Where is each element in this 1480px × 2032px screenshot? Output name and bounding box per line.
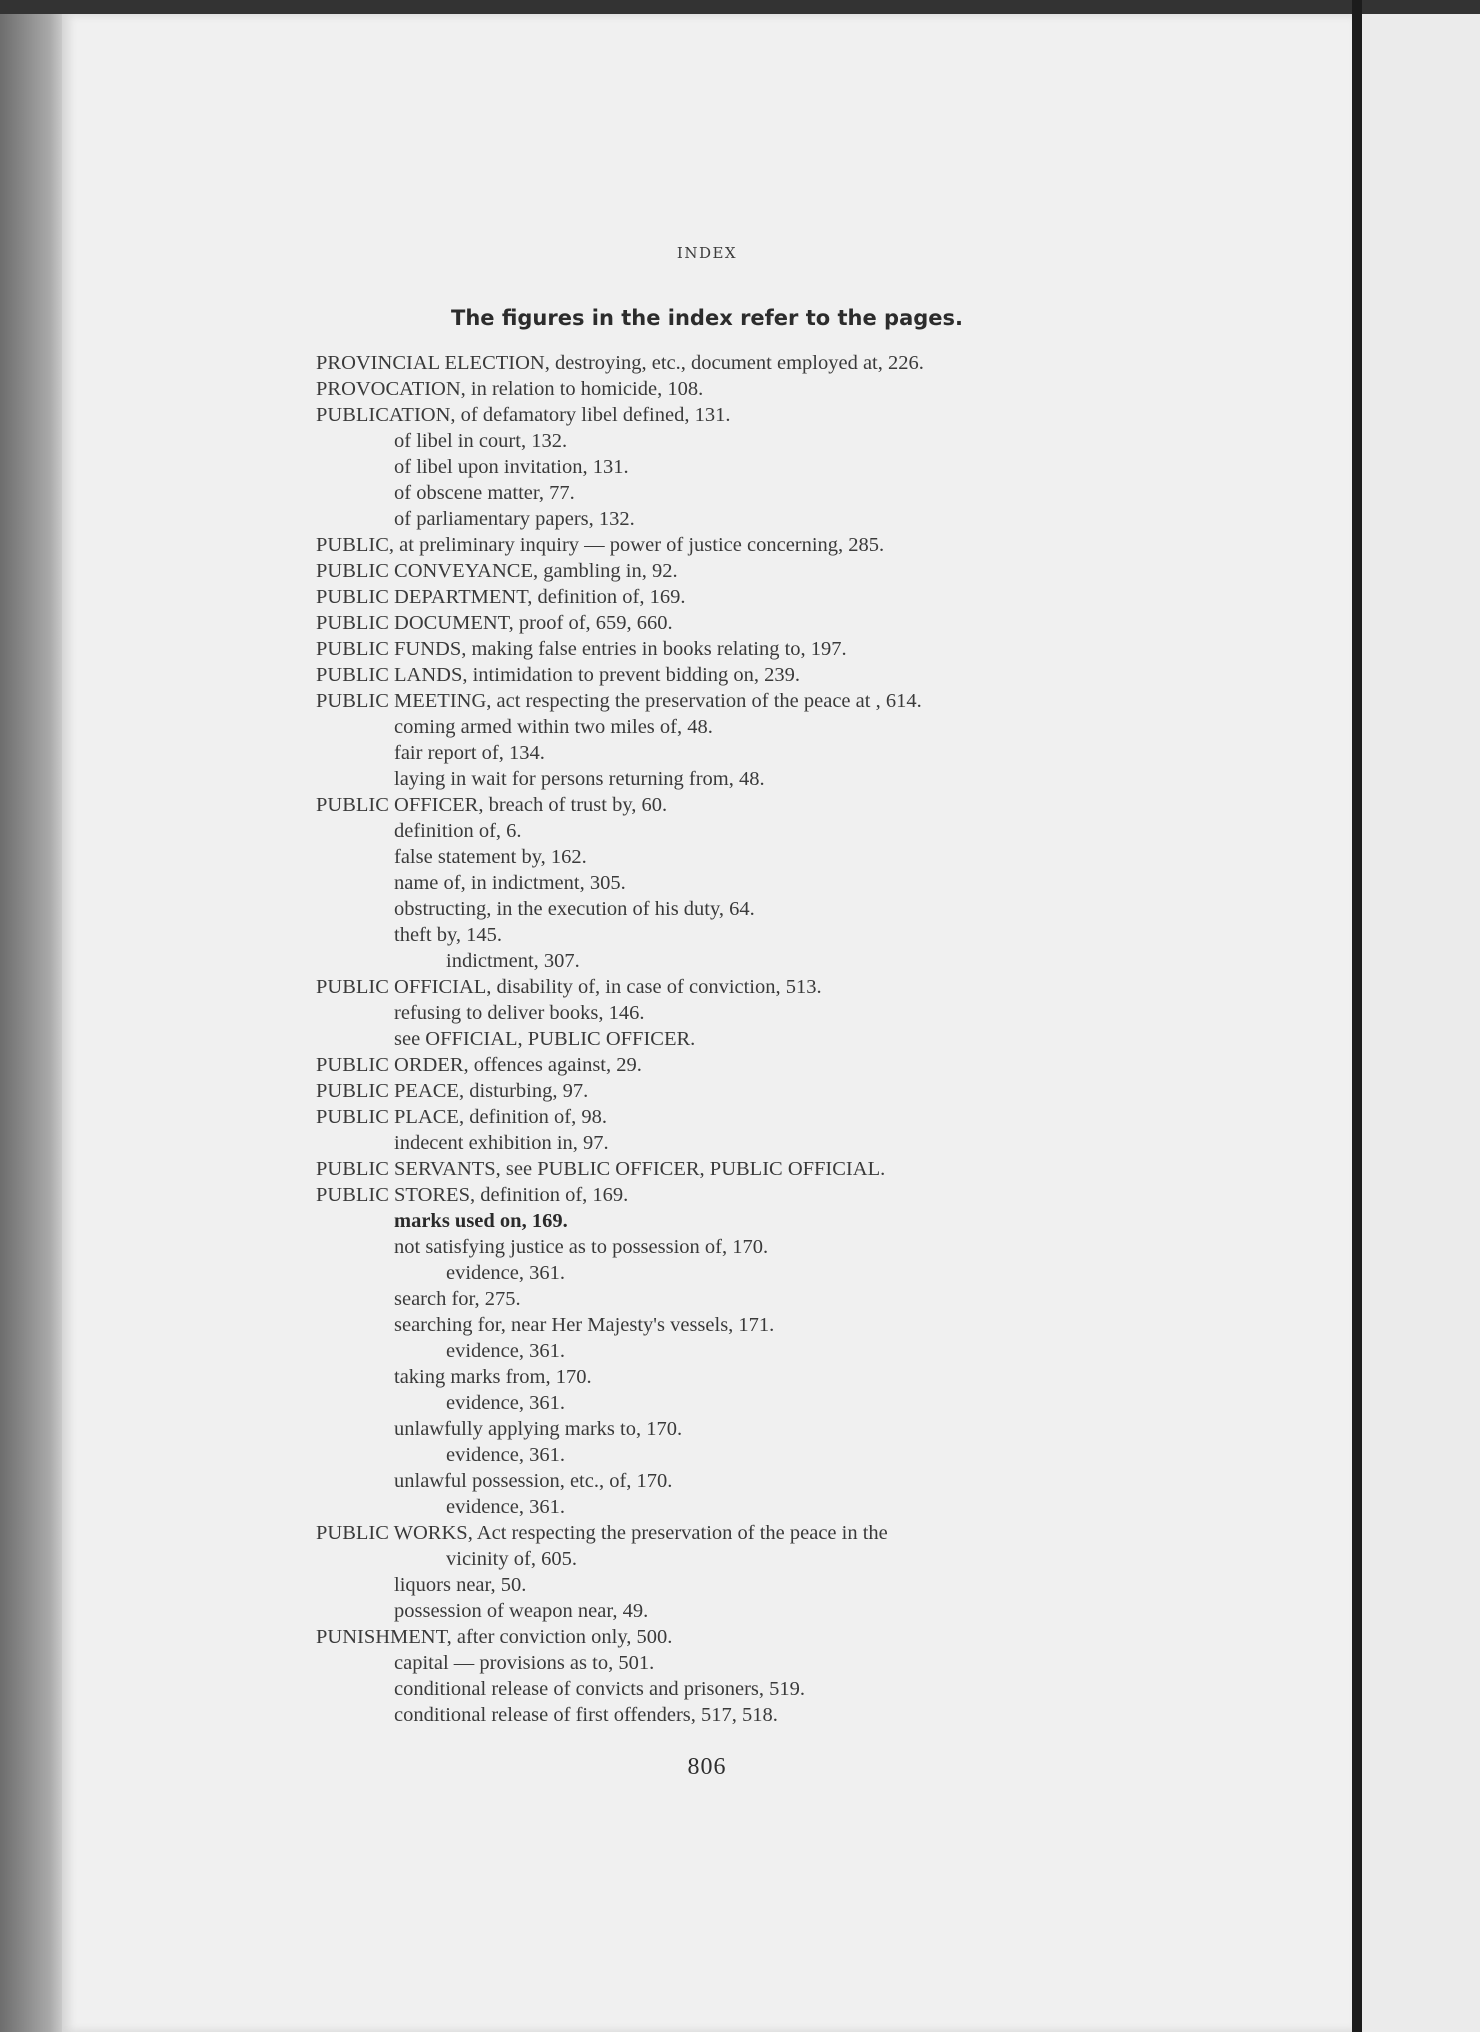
index-subentry: obstructing, in the execution of his duty, 64. [394, 898, 755, 920]
running-head: INDEX [676, 244, 738, 262]
index-heading-entry: PROVOCATION, in relation to homicide, 108. [316, 378, 704, 400]
index-subentry: search for, 275. [394, 1288, 521, 1310]
index-note: The figures in the index refer to the pages. [451, 306, 963, 330]
index-subentry: conditional release of first offenders, 517, 518. [394, 1704, 778, 1726]
index-subentry: of libel upon invitation, 131. [394, 456, 629, 478]
index-heading-entry: PUBLIC PLACE, definition of, 98. [316, 1106, 607, 1128]
index-subentry: of libel in court, 132. [394, 430, 568, 452]
index-heading-entry: PUBLIC STORES, definition of, 169. [316, 1184, 629, 1206]
index-subentry: name of, in indictment, 305. [394, 872, 626, 894]
index-subentry: of parliamentary papers, 132. [394, 508, 635, 530]
index-heading-entry: PUBLIC ORDER, offences against, 29. [316, 1054, 642, 1076]
index-subentry: fair report of, 134. [394, 742, 545, 764]
index-subentry: theft by, 145. [394, 924, 502, 946]
index-heading-entry: PUBLIC DEPARTMENT, definition of, 169. [316, 586, 686, 608]
index-heading-entry: PUBLIC OFFICER, breach of trust by, 60. [316, 794, 668, 816]
index-subentry: of obscene matter, 77. [394, 482, 575, 504]
facing-page-edge [1362, 14, 1480, 2032]
book-page [62, 14, 1352, 2032]
index-subentry: evidence, 361. [446, 1262, 565, 1284]
index-subentry: not satisfying justice as to possession of, 170. [394, 1236, 769, 1258]
index-heading-entry: PROVINCIAL ELECTION, destroying, etc., document employed at, 226. [316, 352, 924, 374]
index-subentry: possession of weapon near, 49. [394, 1600, 649, 1622]
index-subentry: evidence, 361. [446, 1340, 565, 1362]
index-subentry: indecent exhibition in, 97. [394, 1132, 609, 1154]
index-heading-entry: PUBLIC MEETING, act respecting the preservation of the peace at , 614. [316, 690, 922, 712]
index-subentry: capital — provisions as to, 501. [394, 1652, 655, 1674]
index-entries [316, 350, 1276, 1728]
index-heading-entry: PUBLIC WORKS, Act respecting the preservation of the peace in the [316, 1522, 888, 1544]
book-page-edges [0, 14, 62, 2032]
index-heading-entry: PUBLIC, at preliminary inquiry — power of justice concerning, 285. [316, 534, 885, 556]
book-gutter [1352, 0, 1362, 2032]
index-subentry: conditional release of convicts and prisoners, 519. [394, 1678, 806, 1700]
index-subentry: see OFFICIAL, PUBLIC OFFICER. [394, 1028, 696, 1050]
index-subentry: definition of, 6. [394, 820, 522, 842]
index-subentry: false statement by, 162. [394, 846, 587, 868]
index-heading-entry: PUBLIC LANDS, intimidation to prevent bidding on, 239. [316, 664, 801, 686]
index-subentry: coming armed within two miles of, 48. [394, 716, 713, 738]
index-subentry: vicinity of, 605. [446, 1548, 577, 1570]
index-subentry: taking marks from, 170. [394, 1366, 592, 1388]
index-subentry: unlawfully applying marks to, 170. [394, 1418, 683, 1440]
index-heading-entry: PUNISHMENT, after conviction only, 500. [316, 1626, 673, 1648]
index-subentry: refusing to deliver books, 146. [394, 1002, 645, 1024]
scan-top-border [0, 0, 1480, 14]
index-subentry: liquors near, 50. [394, 1574, 527, 1596]
index-heading-entry: PUBLIC SERVANTS, see PUBLIC OFFICER, PUBLIC OFFICIAL. [316, 1158, 886, 1180]
index-subentry: indictment, 307. [446, 950, 580, 972]
index-subentry: searching for, near Her Majesty's vessels, 171. [394, 1314, 775, 1336]
index-heading-entry: PUBLIC OFFICIAL, disability of, in case of conviction, 513. [316, 976, 822, 998]
index-subentry: evidence, 361. [446, 1444, 565, 1466]
index-subentry: evidence, 361. [446, 1392, 565, 1414]
index-subentry: laying in wait for persons returning from, 48. [394, 768, 765, 790]
index-subentry: marks used on, 169. [394, 1210, 568, 1232]
index-subentry: unlawful possession, etc., of, 170. [394, 1470, 673, 1492]
index-heading-entry: PUBLIC PEACE, disturbing, 97. [316, 1080, 589, 1102]
index-heading-entry: PUBLIC FUNDS, making false entries in books relating to, 197. [316, 638, 847, 660]
index-heading-entry: PUBLICATION, of defamatory libel defined, 131. [316, 404, 731, 426]
index-heading-entry: PUBLIC CONVEYANCE, gambling in, 92. [316, 560, 678, 582]
index-heading-entry: PUBLIC DOCUMENT, proof of, 659, 660. [316, 612, 673, 634]
page-number: 806 [687, 1754, 727, 1780]
index-subentry: evidence, 361. [446, 1496, 565, 1518]
